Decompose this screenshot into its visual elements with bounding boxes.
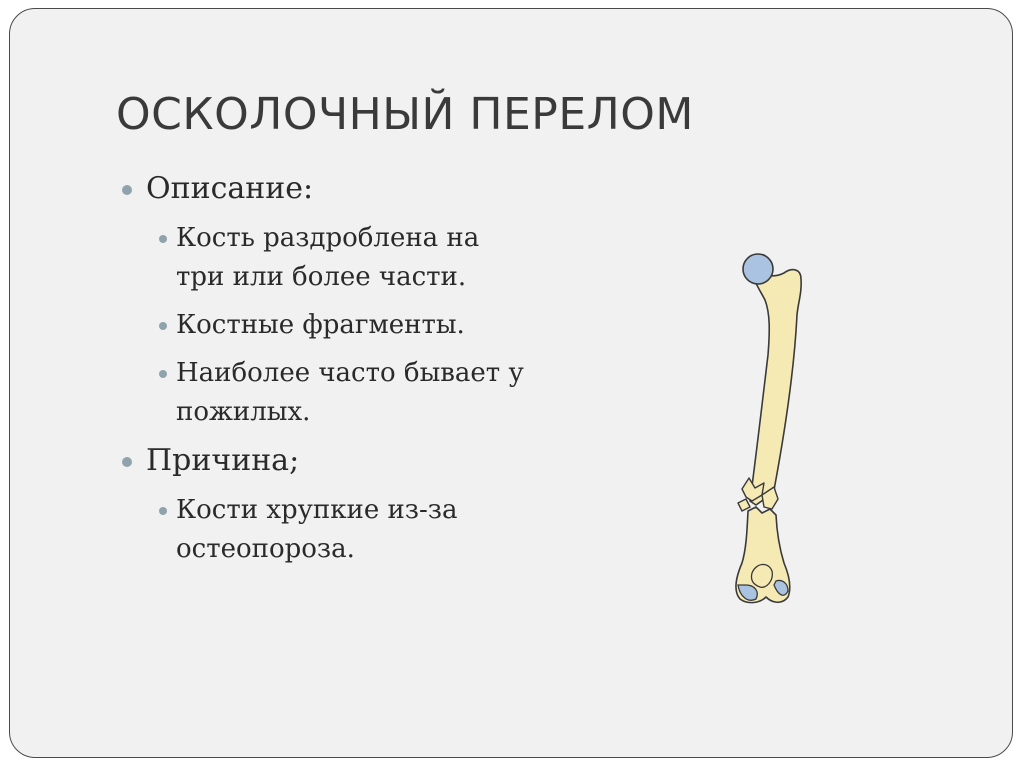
patellar-surface [751, 564, 772, 587]
slide [9, 8, 1013, 758]
bone-fragment [738, 499, 750, 511]
list-item [114, 354, 534, 432]
list-item [114, 491, 534, 569]
section-heading-cause [114, 441, 534, 481]
list-item-text: Кости хрупкие из-за остеопороза. [176, 495, 458, 564]
list-item [114, 306, 534, 345]
sub-bullet-icon [159, 322, 167, 330]
section-heading-label: Причина; [146, 443, 300, 478]
section-heading-description [114, 169, 534, 209]
fractured-femur-icon [722, 245, 822, 615]
bullet-list [114, 169, 534, 578]
list-item [114, 219, 534, 297]
list-item-text: Костные фрагменты. [176, 310, 465, 340]
sub-bullet-icon [159, 235, 167, 243]
bullet-icon [122, 185, 132, 195]
slide-title: ОСКОЛОЧНЫЙ ПЕРЕЛОМ [116, 89, 694, 140]
list-item-text: Кость раздроблена на три или более части. [176, 223, 480, 292]
bullet-icon [122, 457, 132, 467]
femur-upper-part [750, 265, 801, 507]
femoral-head [743, 254, 773, 284]
section-heading-label: Описание: [146, 171, 314, 206]
sub-bullet-icon [159, 370, 167, 378]
sub-bullet-icon [159, 507, 167, 515]
list-item-text: Наиболее часто бывает у пожилых. [176, 358, 524, 427]
